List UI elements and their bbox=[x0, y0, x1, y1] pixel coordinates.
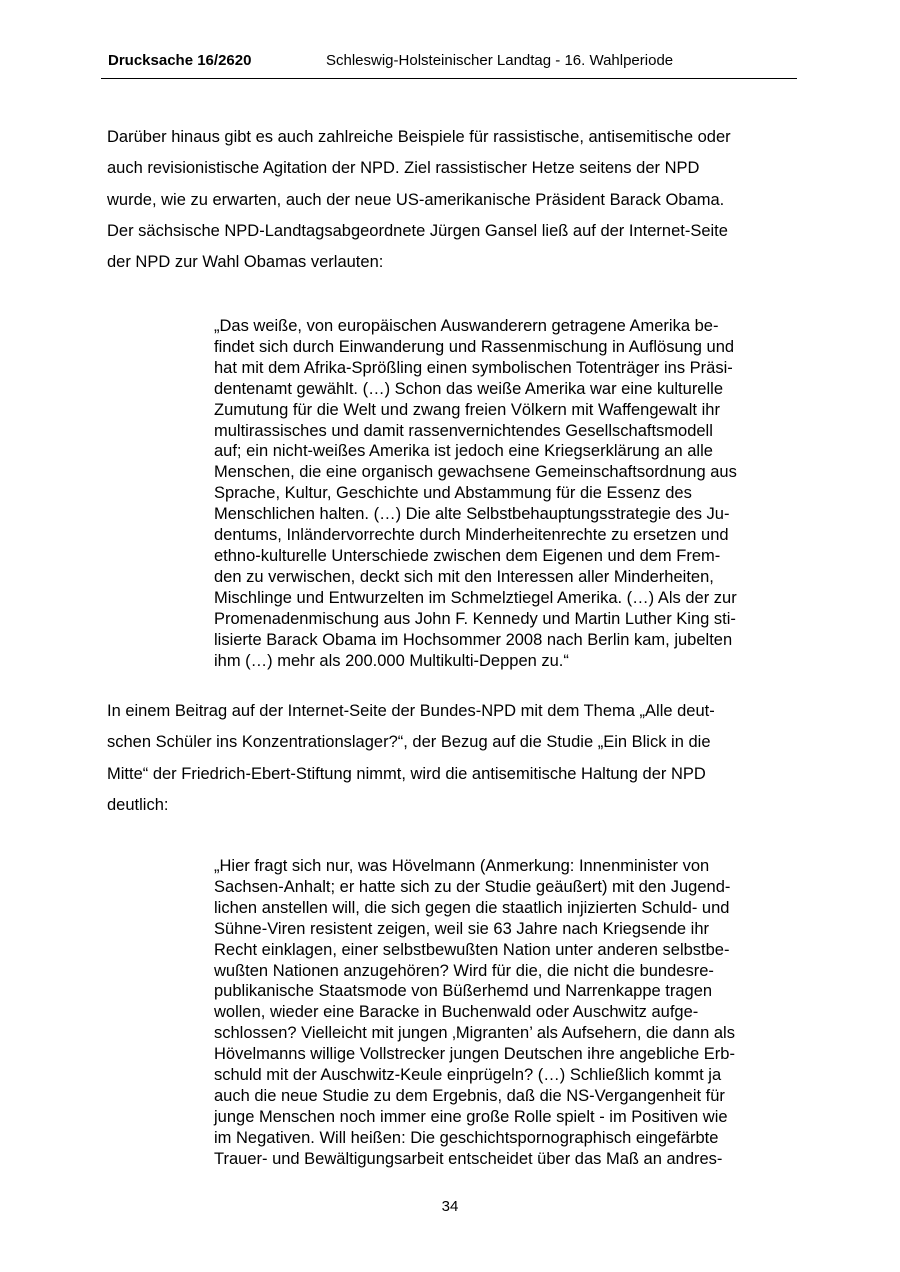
text-line: Mitte“ der Friedrich-Ebert-Stiftung nimmt, wird die antisemitische Haltung der NPD bbox=[107, 764, 706, 783]
quote-line: lisierte Barack Obama im Hochsommer 2008 nach Berlin kam, jubelten bbox=[214, 630, 733, 649]
text-line: wurde, wie zu erwarten, auch der neue US-amerikanische Präsident Barack Obama. bbox=[107, 190, 725, 209]
quote-line: wollen, wieder eine Baracke in Buchenwald oder Auschwitz aufge- bbox=[214, 1003, 699, 1022]
quote-line: dentenamt gewählt. (…) Schon das weiße Amerika war eine kulturelle bbox=[214, 379, 723, 398]
quote-line: Promenadenmischung aus John F. Kennedy und Martin Luther King sti- bbox=[214, 609, 736, 628]
quote-hoevelmann bbox=[214, 856, 797, 1170]
quote-line: Sprache, Kultur, Geschichte und Abstammung für die Essenz des bbox=[214, 484, 692, 503]
quote-line: Menschlichen halten. (…) Die alte Selbstbehauptungsstrategie des Ju- bbox=[214, 505, 730, 524]
quote-gansel bbox=[214, 316, 797, 671]
quote-line: schuld mit der Auschwitz-Keule einprügeln? (…) Schließlich kommt ja bbox=[214, 1066, 722, 1085]
quote-line: „Das weiße, von europäischen Auswanderern getragene Amerika be- bbox=[214, 317, 719, 335]
quote-line: dentums, Inländervorrechte durch Minderheitenrechte zu ersetzen und bbox=[214, 526, 729, 545]
quote-line: publikanische Staatsmode von Büßerhemd und Narrenkappe tragen bbox=[214, 982, 713, 1001]
quote-line: Sachsen-Anhalt; er hatte sich zu der Studie geäußert) mit den Jugend- bbox=[214, 877, 731, 896]
paragraph-intro bbox=[107, 122, 797, 278]
quote-line: multirassisches und damit rassenvernichtendes Gesellschaftsmodell bbox=[214, 421, 713, 440]
quote-line: auf; ein nicht-weißes Amerika ist jedoch eine Kriegserklärung an alle bbox=[214, 442, 713, 461]
quote-line: ethno-kulturelle Unterschiede zwischen dem Eigenen und dem Frem- bbox=[214, 546, 721, 565]
quote-line: schlossen? Vielleicht mit jungen ‚Migranten’ als Aufsehern, die dann als bbox=[214, 1024, 735, 1043]
quote-line: hat mit dem Afrika-Sprößling einen symbolischen Totenträger ins Präsi- bbox=[214, 358, 733, 377]
page-number: 34 bbox=[441, 1198, 459, 1215]
quote-line: junge Menschen noch immer eine große Rolle spielt - im Positiven wie bbox=[214, 1107, 728, 1126]
text-line: der NPD zur Wahl Obamas verlauten: bbox=[107, 253, 384, 272]
document-number: Drucksache 16/2620 bbox=[108, 52, 252, 69]
quote-line: „Hier fragt sich nur, was Hövelmann (Anmerkung: Innenminister von bbox=[214, 857, 710, 875]
quote-line: Hövelmanns willige Vollstrecker jungen Deutschen ihre angebliche Erb- bbox=[214, 1045, 735, 1064]
quote-line: Mischlinge und Entwurzelten im Schmelztiegel Amerika. (…) Als der zur bbox=[214, 588, 737, 607]
text-line: Darüber hinaus gibt es auch zahlreiche Beispiele für rassistische, antisemitische oder bbox=[107, 128, 731, 146]
paragraph-bundes-npd bbox=[107, 696, 797, 821]
header-title: Schleswig-Holsteinischer Landtag - 16. Wahlperiode bbox=[326, 52, 674, 69]
quote-line: lichen anstellen will, die sich gegen die staatlich injizierten Schuld- und bbox=[214, 898, 730, 917]
quote-line: findet sich durch Einwanderung und Rassenmischung in Auflösung und bbox=[214, 337, 735, 356]
page-header bbox=[101, 52, 797, 79]
text-line: deutlich: bbox=[107, 795, 169, 814]
quote-line: wußten Nationen anzugehören? Wird für die, die nicht die bundesre- bbox=[214, 961, 714, 980]
quote-line: Trauer- und Bewältigungsarbeit entscheidet über das Maß an andres- bbox=[214, 1149, 723, 1168]
quote-line: auch die neue Studie zu dem Ergebnis, daß die NS-Vergangenheit für bbox=[214, 1086, 725, 1105]
text-line: auch revisionistische Agitation der NPD. Ziel rassistischer Hetze seitens der NPD bbox=[107, 159, 700, 178]
quote-line: Menschen, die eine organisch gewachsene Gemeinschaftsordnung aus bbox=[214, 463, 737, 482]
quote-line: Recht einklagen, einer selbstbewußten Nation unter anderen selbstbe- bbox=[214, 940, 730, 959]
text-line: In einem Beitrag auf der Internet-Seite der Bundes-NPD mit dem Thema „Alle deut- bbox=[107, 702, 715, 720]
quote-line: Zumutung für die Welt und zwang freien Völkern mit Waffengewalt ihr bbox=[214, 400, 720, 419]
quote-line: ihm (…) mehr als 200.000 Multikulti-Deppen zu.“ bbox=[214, 651, 569, 670]
text-line: schen Schüler ins Konzentrationslager?“, der Bezug auf die Studie „Ein Blick in die bbox=[107, 733, 711, 752]
quote-line: Sühne-Viren resistent zeigen, weil sie 63 Jahre nach Kriegsende ihr bbox=[214, 919, 709, 938]
quote-line: im Negativen. Will heißen: Die geschichtspornographisch eingefärbte bbox=[214, 1128, 719, 1147]
quote-line: den zu verwischen, deckt sich mit den Interessen aller Minderheiten, bbox=[214, 567, 714, 586]
text-line: Der sächsische NPD-Landtagsabgeordnete Jürgen Gansel ließ auf der Internet-Seite bbox=[107, 221, 728, 240]
